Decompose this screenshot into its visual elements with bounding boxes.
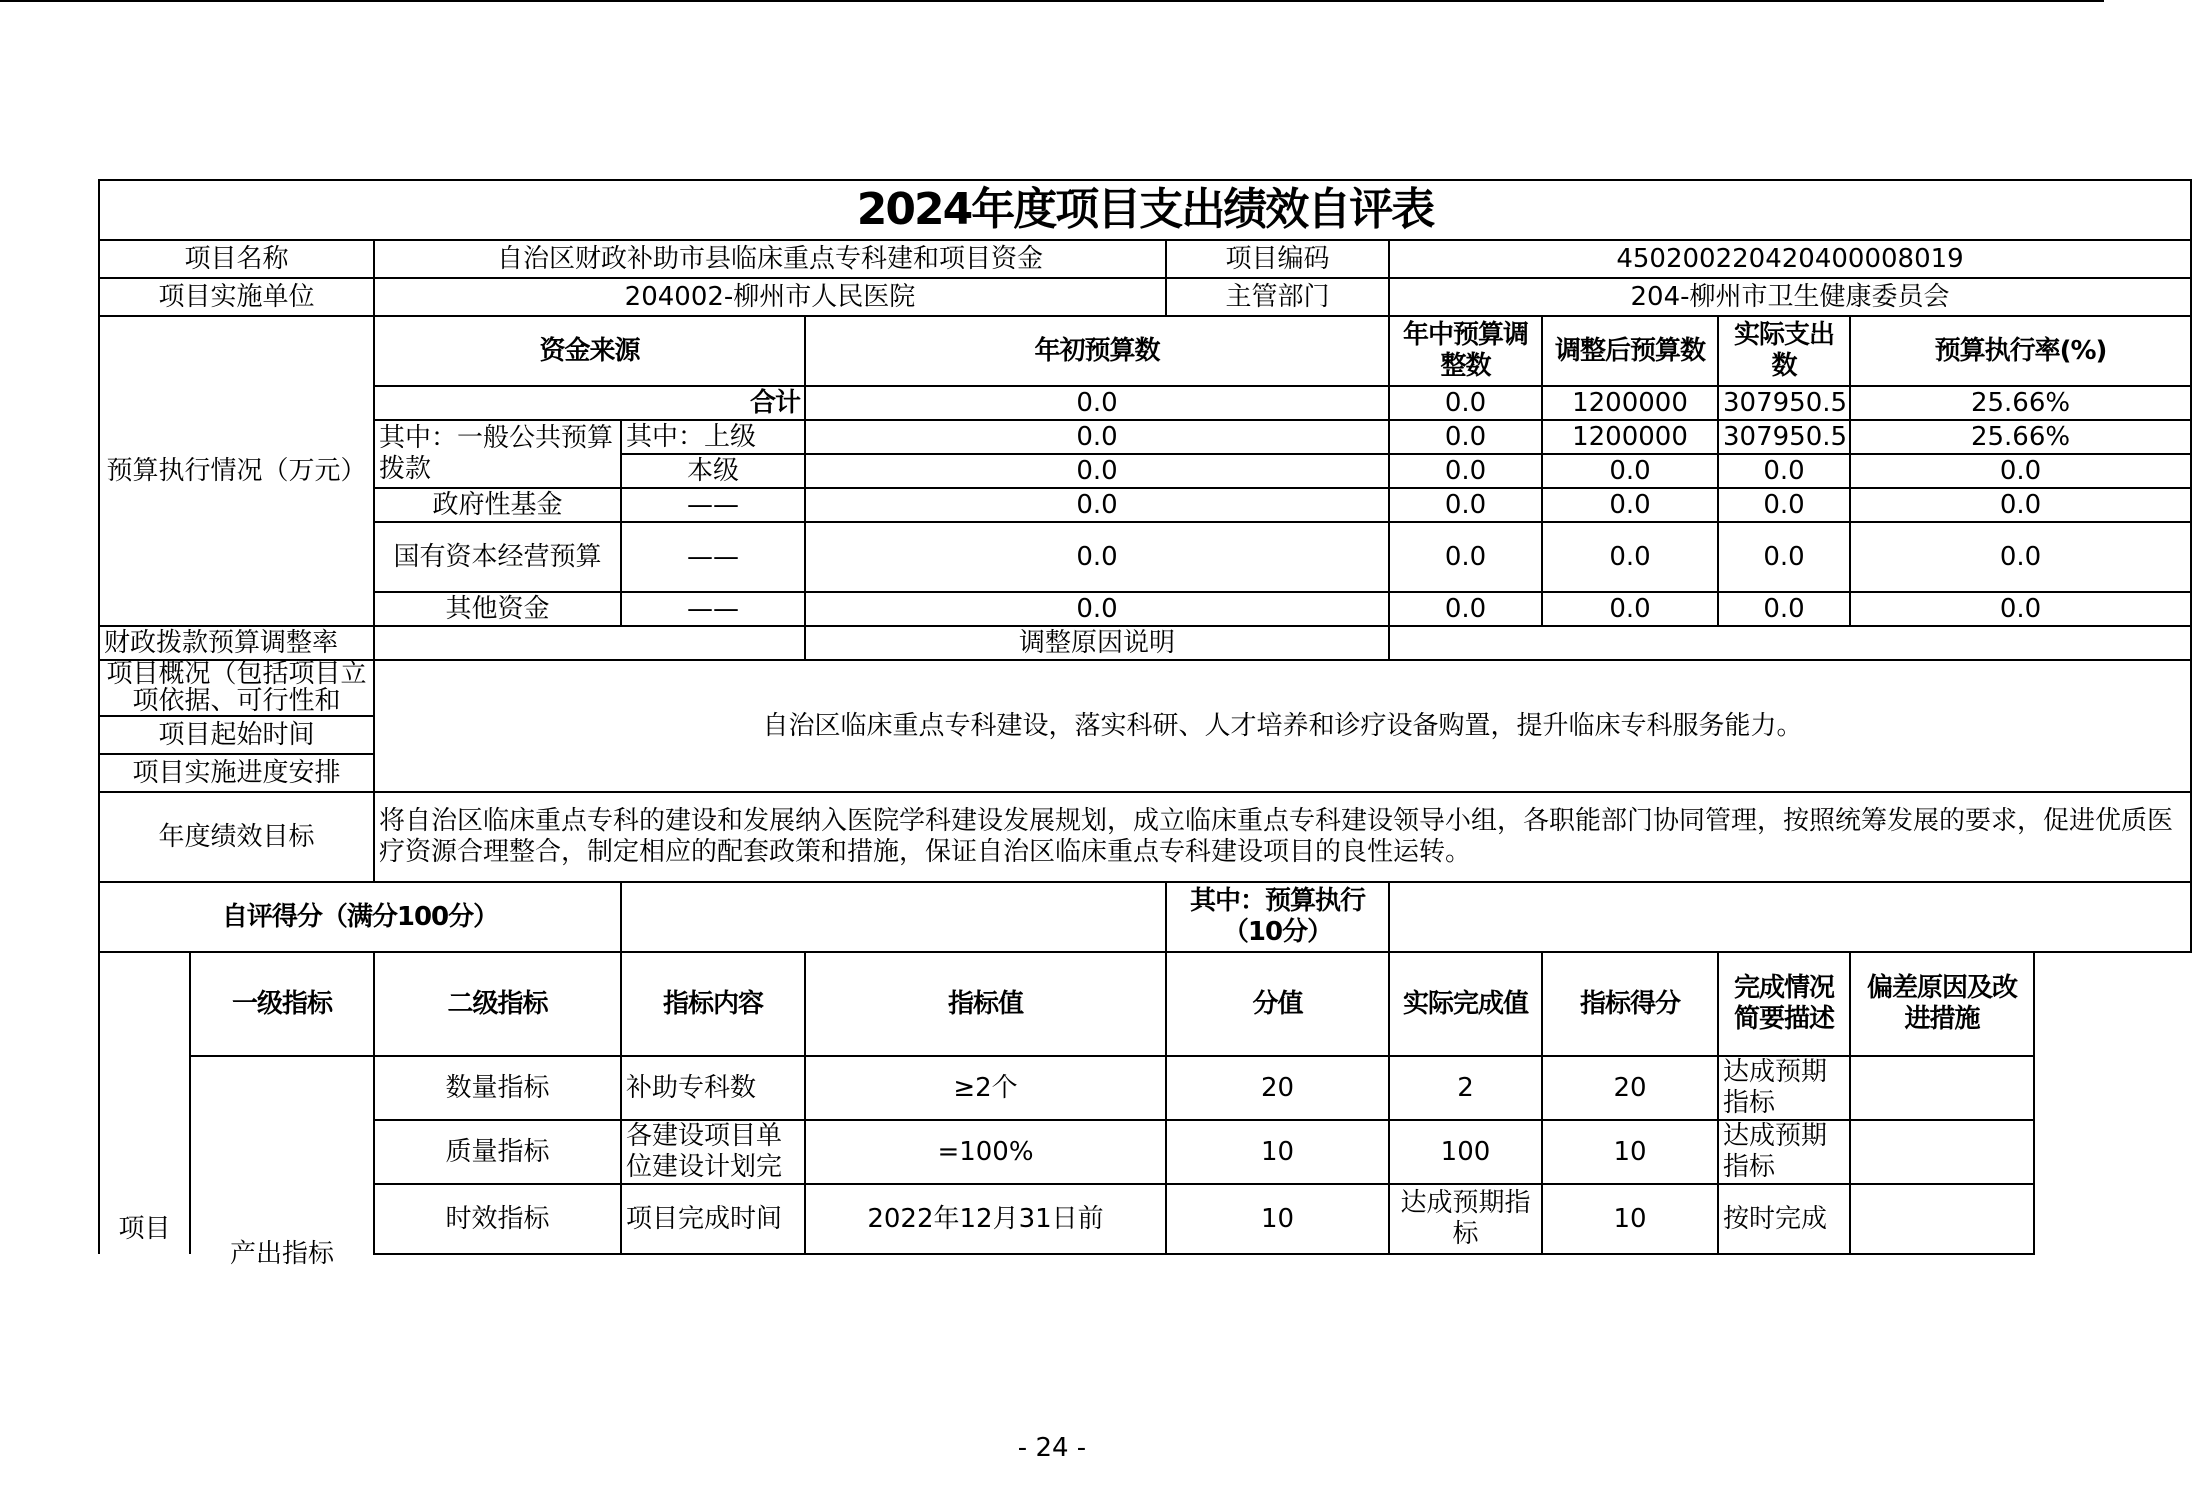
budget-row-sublabel: —— bbox=[621, 488, 805, 522]
budget-midyear-cell: 0.0 bbox=[1389, 386, 1542, 420]
implementing-unit-value: 204002-柳州市人民医院 bbox=[374, 278, 1166, 316]
supervising-dept-label: 主管部门 bbox=[1166, 278, 1389, 316]
annual-goal-text: 将自治区临床重点专科的建设和发展纳入医院学科建设发展规划，成立临床重点专科建设领导小组，各职能部门协同管理，按照统筹发展的要求，促进优质医疗资源合理整合，制定相应的配套政策和措施，保证自治区临床重点专科建设项目的良性运转。 bbox=[374, 792, 2191, 882]
form-title: 2024年度项目支出绩效自评表 bbox=[99, 180, 2191, 240]
indicator-value-cell: 2022年12月31日前 bbox=[805, 1184, 1166, 1254]
header-initial-budget: 年初预算数 bbox=[805, 316, 1389, 386]
indicator-value-cell: =100% bbox=[805, 1120, 1166, 1184]
project-code-label: 项目编码 bbox=[1166, 240, 1389, 278]
budget-row-sublabel: 本级 bbox=[621, 454, 805, 488]
header-midyear-adjust: 年中预算调整数 bbox=[1389, 316, 1542, 386]
header-level2: 二级指标 bbox=[374, 952, 621, 1056]
budget-initial-cell: 0.0 bbox=[805, 592, 1389, 626]
self-score-value bbox=[621, 882, 1166, 952]
budget-row-label: 政府性基金 bbox=[374, 488, 621, 522]
budget-exec-score-value bbox=[1389, 882, 2191, 952]
budget-rate-cell: 0.0 bbox=[1850, 488, 2191, 522]
budget-actual-cell: 0.0 bbox=[1718, 488, 1850, 522]
budget-adjusted-cell: 0.0 bbox=[1542, 454, 1718, 488]
budget-adjusted-cell: 1200000 bbox=[1542, 420, 1718, 454]
budget-rate-cell: 25.66% bbox=[1850, 420, 2191, 454]
indicator-actual-cell: 2 bbox=[1389, 1056, 1542, 1120]
indicator-content-cell: 项目完成时间 bbox=[621, 1184, 805, 1254]
budget-midyear-cell: 0.0 bbox=[1389, 522, 1542, 592]
evaluation-table bbox=[98, 179, 2192, 1269]
start-time-label: 项目起始时间 bbox=[99, 716, 374, 754]
budget-midyear-cell: 0.0 bbox=[1389, 488, 1542, 522]
budget-adjusted-cell: 0.0 bbox=[1542, 488, 1718, 522]
budget-row-total bbox=[99, 386, 2191, 420]
indicator-level1-cell bbox=[190, 1056, 374, 1269]
overview-label: 项目概况（包括项目立项依据、可行性和 bbox=[99, 660, 374, 716]
budget-midyear-cell: 0.0 bbox=[1389, 454, 1542, 488]
header-adjusted-budget: 调整后预算数 bbox=[1542, 316, 1718, 386]
indicator-actual-cell: 100 bbox=[1389, 1120, 1542, 1184]
indicator-project-label: 项目 bbox=[99, 952, 190, 1254]
budget-adjusted-cell: 1200000 bbox=[1542, 386, 1718, 420]
indicator-level2-cell: 数量指标 bbox=[374, 1056, 621, 1120]
indicator-summary-cell: 按时完成 bbox=[1718, 1184, 1850, 1254]
header-exec-rate: 预算执行率(%) bbox=[1850, 316, 2191, 386]
annual-goal-label: 年度绩效目标 bbox=[99, 792, 374, 882]
adjust-rate-value bbox=[374, 626, 805, 660]
budget-rate-cell: 0.0 bbox=[1850, 592, 2191, 626]
budget-section-label: 预算执行情况（万元） bbox=[99, 316, 374, 626]
indicator-deviation-cell bbox=[1850, 1056, 2034, 1120]
budget-row-upper-level bbox=[99, 420, 2191, 454]
budget-row-label: 其中：一般公共预算拨款 bbox=[374, 420, 621, 488]
budget-initial-cell: 0.0 bbox=[805, 386, 1389, 420]
header-actual: 实际完成值 bbox=[1389, 952, 1542, 1056]
budget-actual-cell: 307950.5 bbox=[1718, 420, 1850, 454]
budget-actual-cell: 0.0 bbox=[1718, 454, 1850, 488]
budget-actual-cell: 0.0 bbox=[1718, 592, 1850, 626]
header-summary: 完成情况简要描述 bbox=[1718, 952, 1850, 1056]
supervising-dept-value: 204-柳州市卫生健康委员会 bbox=[1389, 278, 2191, 316]
project-name-label: 项目名称 bbox=[99, 240, 374, 278]
header-actual-spend: 实际支出数 bbox=[1718, 316, 1850, 386]
indicator-level2-cell: 质量指标 bbox=[374, 1120, 621, 1184]
project-code-value: 450200220420400008019 bbox=[1389, 240, 2191, 278]
budget-row-state-capital bbox=[99, 522, 2191, 592]
budget-row-sublabel: —— bbox=[621, 592, 805, 626]
budget-row-other bbox=[99, 592, 2191, 626]
budget-midyear-cell: 0.0 bbox=[1389, 592, 1542, 626]
header-points: 分值 bbox=[1166, 952, 1389, 1056]
indicator-row-timeliness bbox=[99, 1184, 2191, 1254]
indicator-row-quality bbox=[99, 1120, 2191, 1184]
indicator-summary-cell: 达成预期指标 bbox=[1718, 1056, 1850, 1120]
adjust-rate-label: 财政拨款预算调整率 bbox=[99, 626, 374, 660]
budget-rate-cell: 0.0 bbox=[1850, 454, 2191, 488]
budget-row-sublabel: —— bbox=[621, 522, 805, 592]
page-number: - 24 - bbox=[1017, 1433, 1087, 1463]
budget-adjusted-cell: 0.0 bbox=[1542, 592, 1718, 626]
budget-row-sublabel: 其中：上级 bbox=[621, 420, 805, 454]
budget-initial-cell: 0.0 bbox=[805, 454, 1389, 488]
indicator-deviation-cell bbox=[1850, 1184, 2034, 1254]
header-fund-source: 资金来源 bbox=[374, 316, 805, 386]
adjust-reason-label: 调整原因说明 bbox=[805, 626, 1389, 660]
budget-row-label: 合计 bbox=[374, 386, 805, 420]
indicator-points-cell: 10 bbox=[1166, 1120, 1389, 1184]
budget-initial-cell: 0.0 bbox=[805, 420, 1389, 454]
indicator-deviation-cell bbox=[1850, 1120, 2034, 1184]
implementing-unit-label: 项目实施单位 bbox=[99, 278, 374, 316]
budget-row-gov-fund bbox=[99, 488, 2191, 522]
adjust-reason-value bbox=[1389, 626, 2191, 660]
budget-exec-score-label: 其中：预算执行（10分） bbox=[1166, 882, 1389, 952]
indicator-score-cell: 20 bbox=[1542, 1056, 1718, 1120]
project-name-value: 自治区财政补助市县临床重点专科建和项目资金 bbox=[374, 240, 1166, 278]
header-content: 指标内容 bbox=[621, 952, 805, 1056]
budget-midyear-cell: 0.0 bbox=[1389, 420, 1542, 454]
indicator-summary-cell: 达成预期指标 bbox=[1718, 1120, 1850, 1184]
indicator-value-cell: ≥2个 bbox=[805, 1056, 1166, 1120]
budget-actual-cell: 0.0 bbox=[1718, 522, 1850, 592]
indicator-actual-cell: 达成预期指标 bbox=[1389, 1184, 1542, 1254]
budget-row-label: 其他资金 bbox=[374, 592, 621, 626]
budget-row-label: 国有资本经营预算 bbox=[374, 522, 621, 592]
header-level1: 一级指标 bbox=[190, 952, 374, 1056]
indicator-content-cell: 补助专科数 bbox=[621, 1056, 805, 1120]
self-score-label: 自评得分（满分100分） bbox=[99, 882, 621, 952]
header-deviation: 偏差原因及改进措施 bbox=[1850, 952, 2034, 1056]
budget-rate-cell: 25.66% bbox=[1850, 386, 2191, 420]
indicator-score-cell: 10 bbox=[1542, 1184, 1718, 1254]
progress-plan-label: 项目实施进度安排 bbox=[99, 754, 374, 792]
indicator-points-cell: 20 bbox=[1166, 1056, 1389, 1120]
budget-rate-cell: 0.0 bbox=[1850, 522, 2191, 592]
indicator-level2-cell: 时效指标 bbox=[374, 1184, 621, 1254]
indicator-points-cell: 10 bbox=[1166, 1184, 1389, 1254]
budget-initial-cell: 0.0 bbox=[805, 522, 1389, 592]
budget-actual-cell: 307950.5 bbox=[1718, 386, 1850, 420]
indicator-content-cell: 各建设项目单位建设计划完 bbox=[621, 1120, 805, 1184]
budget-adjusted-cell: 0.0 bbox=[1542, 522, 1718, 592]
evaluation-sheet bbox=[98, 179, 2192, 1269]
budget-initial-cell: 0.0 bbox=[805, 488, 1389, 522]
header-score: 指标得分 bbox=[1542, 952, 1718, 1056]
header-value: 指标值 bbox=[805, 952, 1166, 1056]
indicator-row-quantity bbox=[99, 1056, 2191, 1120]
overview-text: 自治区临床重点专科建设，落实科研、人才培养和诊疗设备购置，提升临床专科服务能力。 bbox=[374, 660, 2191, 792]
indicator-score-cell: 10 bbox=[1542, 1120, 1718, 1184]
level1-output-label: 产出指标 bbox=[229, 1239, 334, 1269]
page-top-rule bbox=[0, 0, 2104, 2]
